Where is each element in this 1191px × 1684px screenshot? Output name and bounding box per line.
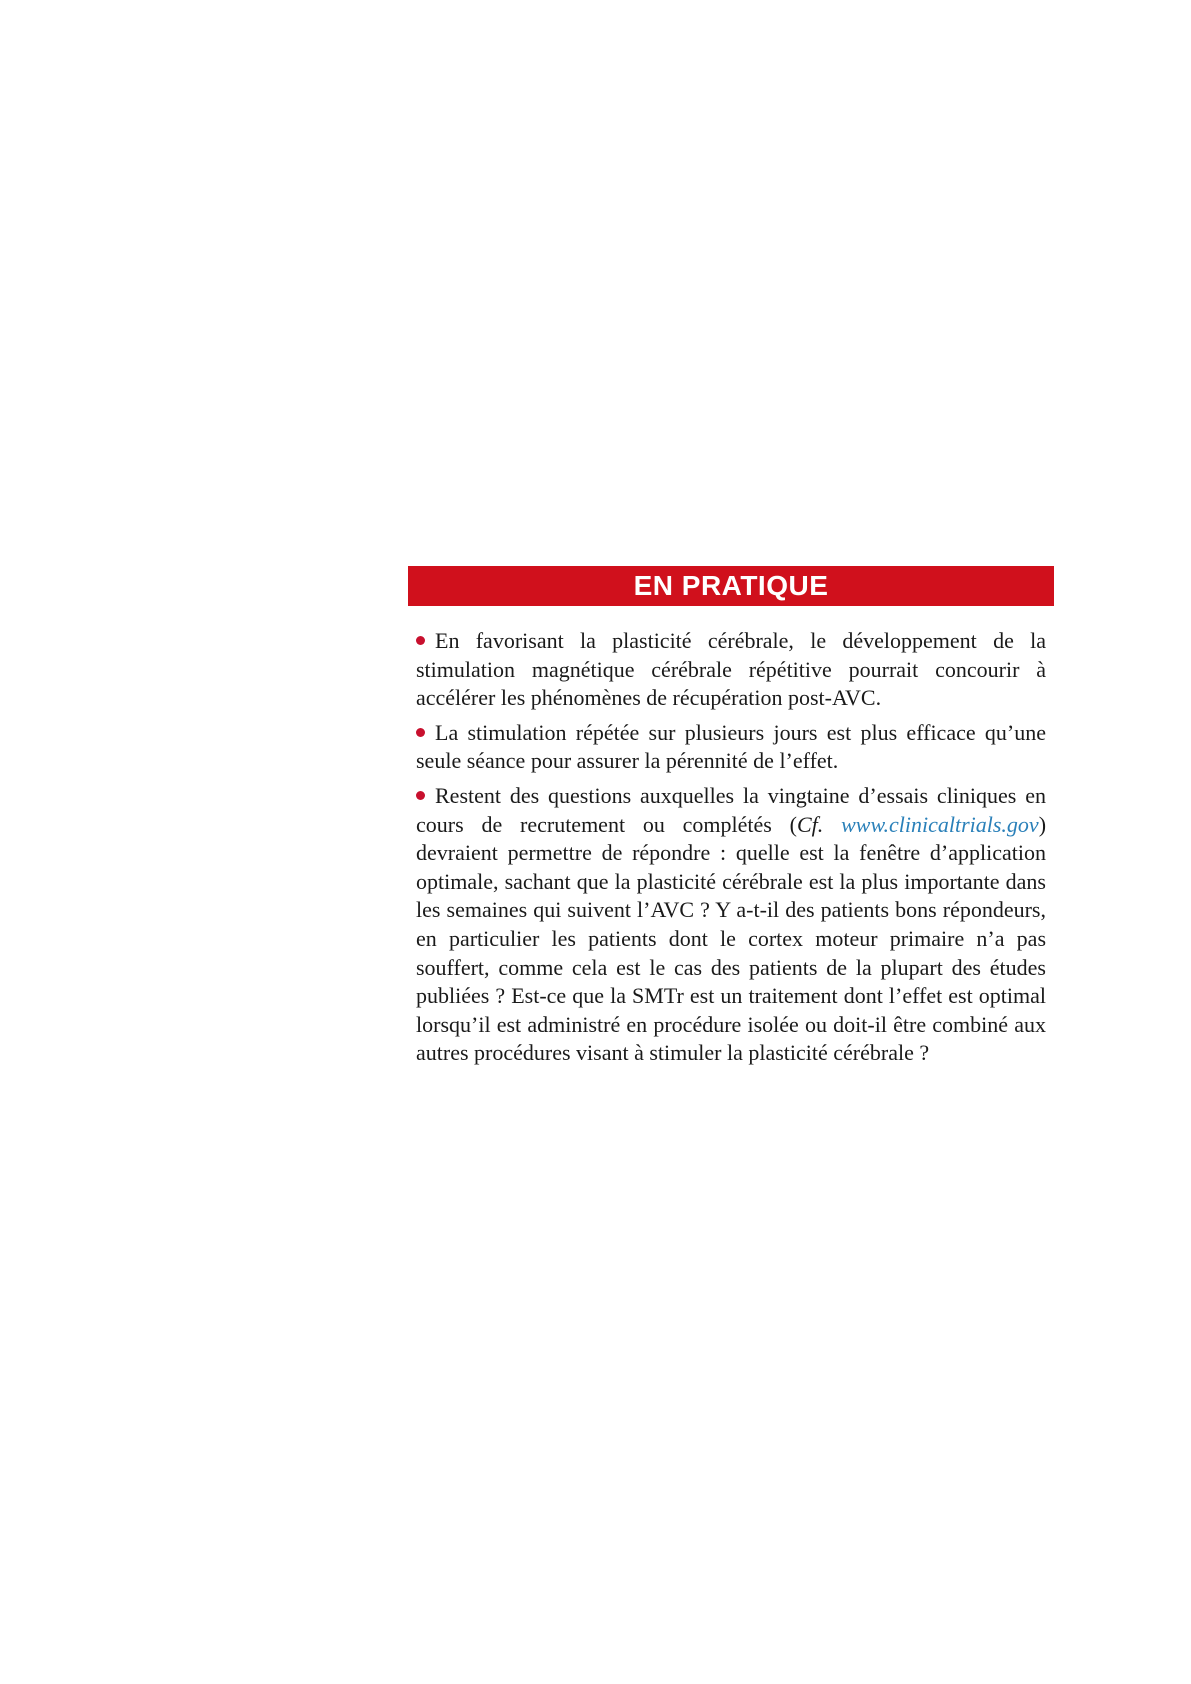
en-pratique-box bbox=[408, 566, 1054, 1074]
bullet-dot-icon bbox=[416, 636, 425, 645]
bullet-item-1 bbox=[416, 627, 1046, 713]
bullet-text-before: Restent des questions auxquelles la vingtaine d’essais cliniques en cours de recrutement ou complétés ( bbox=[416, 782, 1046, 837]
bullet-item-3 bbox=[416, 782, 1046, 1068]
reference-abbrev: Cf. bbox=[796, 811, 824, 837]
bullet-text-after: ) devraient permettre de répondre : quelle est la fenêtre d’application optimale, sachant que la plasticité cérébrale est la plus importante dans les semaines qui suivent l’AVC ? Y a-t-il des patients bons répondeurs, en particulier les patients dont le cortex moteur primaire n’a pas souffert, comme cela est le cas des patients de la plupart des études publiées ? Est-ce que la SMTr est un traitement dont l’effet est optimal lorsqu’il est administré en procédure isolée ou doit-il être combiné aux autres procédures visant à stimuler la plasticité cérébrale ? bbox=[416, 811, 1047, 1066]
box-title: EN PRATIQUE bbox=[408, 566, 1054, 606]
bullet-dot-icon bbox=[416, 728, 425, 737]
bullet-item-2 bbox=[416, 719, 1046, 776]
clinicaltrials-link[interactable]: www.clinicaltrials.gov bbox=[841, 811, 1039, 837]
bullet-text: La stimulation répétée sur plusieurs jours est plus efficace qu’une seule séance pour assurer la pérennité de l’effet. bbox=[416, 719, 1046, 774]
box-content bbox=[408, 627, 1054, 1068]
bullet-text: En favorisant la plasticité cérébrale, le développement de la stimulation magnétique cérébrale répétitive pourrait concourir à accélérer les phénomènes de récupération post-AVC. bbox=[416, 628, 1046, 711]
bullet-dot-icon bbox=[416, 791, 425, 800]
